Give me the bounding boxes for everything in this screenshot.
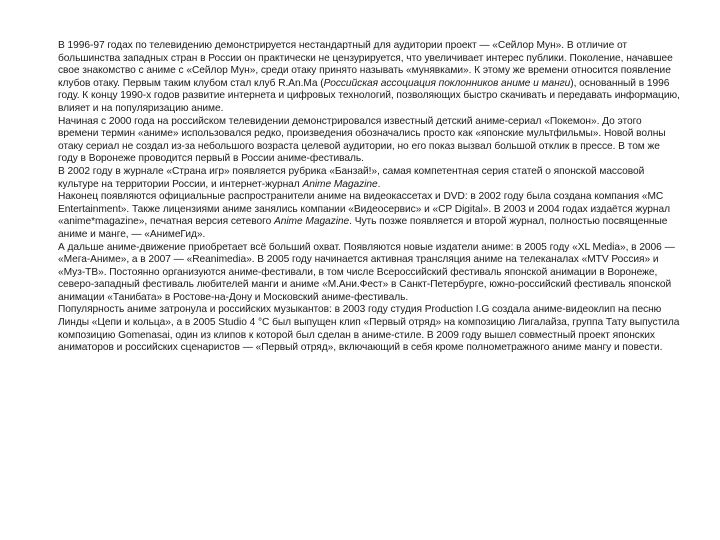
text-run: Наконец появляются официальные распространители аниме на видеокассетах и DVD: в 2002 году была создана компания «MC Entertainment». Также лицензиями аниме занялись компании «Видеосервис» и «CP Digital». В 2003 и 2004 годах издаётся журнал «anime*magazine», печатная версия сетевого <box>58 191 670 228</box>
text-run: ), основанный в 1996 году. К концу 1990-х годов развитие интернета и цифровых технологий, позволяющих быстро скачивать и передавать информацию, влияет и на популяризацию аниме. <box>58 77 680 114</box>
text-run: . <box>377 178 381 190</box>
text-run: В 2002 году в журнале «Страна игр» появляется рубрика «Банзай!», самая компетентная серия статей о японской массовой культуре на территории России, и интернет-журнал <box>58 165 645 190</box>
paragraph-distributors <box>58 191 680 241</box>
paragraph-pokemon <box>58 116 680 166</box>
paragraph-strana-igr <box>58 166 680 191</box>
text-run: Начиная с 2000 года на российском телевидении демонстрировался известный детский аниме-сериал «Покемон». До этого времени термин «аниме» использовался редко, произведения обозначались просто как «японские мультфильмы». Новой волны отаку сериал не создал из-за небольшого возраста целевой аудитории, но его показ вызвал большой отклик в прессе. В том же году в Воронеже проводится первый в России аниме-фестиваль. <box>58 115 666 165</box>
text-run: Популярность аниме затронула и российских музыкантов: в 2003 году студия Production I.G создала аниме-видеоклип на песню Линды «Цепи и кольца», а в 2005 Studio 4 °C был выпущен клип «Первый отряд» на композицию Лигалайза, группа Тату выпустила композицию Gomenasai, один из клипов к которой был сделан в аниме-стиле. В 2009 году вышел совместный проект японских аниматоров и российских сценаристов — «Первый отряд», включающий в себя кроме полнометражного аниме мангу и повести. <box>58 304 680 354</box>
text-run-italic: Российская ассоциация поклонников аниме и манги <box>323 77 571 89</box>
text-run: В 1996-97 годах по телевидению демонстрируется нестандартный для аудитории проект — «Сейлор Мун». В отличие от большинства западных стран в России он практически не цензурируется, что увеличивает интерес публики. Поколение, начавшее свое знакомство с аниме с «Сейлор Мун», среди отаку принято называть «мунявками». К этому же времени относится появление клубов отаку. Первым таким клубом стал клуб R.An.Ma ( <box>58 40 673 89</box>
paragraph-festivals <box>58 242 680 305</box>
text-run: . Чуть позже появляется и второй журнал, полностью посвященные аниме и манге, — «АнимеГид». <box>58 216 668 240</box>
paragraph-sailor-moon <box>58 40 680 116</box>
text-run-italic: Anime Magazine <box>273 216 350 228</box>
text-run-italic: Anime Magazine <box>302 178 378 190</box>
text-run: А дальше аниме-движение приобретает всё больший охват. Появляются новые издатели аниме: в 2005 году «XL Media», в 2006 — «Мега-Аниме», а в 2007 — «Reanimedia». В 2005 году начинается активная трансляция аниме на телеканалах «MTV Россия» и «Муз-ТВ». Постоянно организуются аниме-фестивали, в том числе Всероссийский фестиваль японской анимации в Воронеже, северо-западный фестиваль любителей манги и аниме «М.Ани.Фест» в Санкт-Петербурге, южно-российский фестиваль японской анимации «Танибата» в Ростове-на-Дону и Московский аниме-фестиваль. <box>58 241 675 303</box>
paragraph-musicians <box>58 304 680 354</box>
document-body <box>58 40 680 355</box>
